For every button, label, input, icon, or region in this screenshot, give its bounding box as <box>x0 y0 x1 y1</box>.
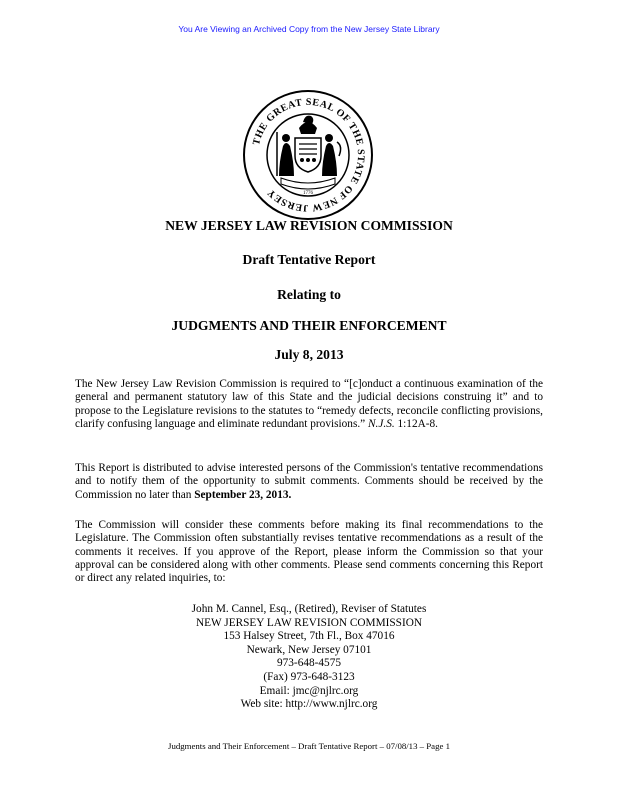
contact-email[interactable]: Email: jmc@njlrc.org <box>259 684 359 697</box>
distribution-text: This Report is distributed to advise interested persons of the Commission's tentative recommendations and to notify them of the opportunity to submit comments. Comments should be received by the Commission no later than <box>75 462 543 501</box>
contact-org: NEW JERSEY LAW REVISION COMMISSION <box>195 616 423 629</box>
mandate-paragraph <box>75 378 543 431</box>
contact-street: 153 Halsey Street, 7th Fl., Box 47016 <box>223 630 395 643</box>
state-seal-icon <box>241 88 375 222</box>
seal-year: 1776 <box>303 191 313 196</box>
contact-fax: (Fax) 973-648-3123 <box>263 670 355 683</box>
comment-deadline: September 23, 2013. <box>194 488 292 501</box>
mandate-text: The New Jersey Law Revision Commission is required to “[c]onduct a continuous examination of the general and permanent statutory law of this State and the judicial decisions construing it” and to propose to the Legislature revisions to the statutes to “remedy defects, reconcile conflicting provisions, clarify confusing language and eliminate redundant provisions.” <box>75 378 543 430</box>
archive-banner: You Are Viewing an Archived Copy from the New Jersey State Library <box>178 24 440 34</box>
statute-citation: N.J.S. <box>368 417 395 430</box>
contact-block <box>0 603 618 712</box>
statute-citation-number: 1:12A-8. <box>397 417 438 430</box>
contact-website[interactable]: Web site: http://www.njlrc.org <box>240 698 378 711</box>
contact-city: Newark, New Jersey 07101 <box>246 643 372 656</box>
date-heading: July 8, 2013 <box>274 347 344 362</box>
contact-phone: 973-648-4575 <box>276 657 341 670</box>
commission-heading: NEW JERSEY LAW REVISION COMMISSION <box>165 218 453 233</box>
relating-heading: Relating to <box>277 287 341 302</box>
comments-paragraph: The Commission will consider these comments before making its final recommendations to the Legislature. The Commission often substantially revises tentative recommendations as a result of the comments it receives. If you approve of the Report, please inform the Commission so that your approval can be considered along with other comments. Please send comments concerning this Report or direct any related inquiries, to: <box>75 519 543 585</box>
subject-heading: JUDGMENTS AND THEIR ENFORCEMENT <box>171 318 447 333</box>
seal-outer-text: THE GREAT SEAL OF THE STATE OF NEW JERSEY <box>251 96 367 214</box>
page-footer: Judgments and Their Enforcement – Draft Tentative Report – 07/08/13 – Page 1 <box>168 741 450 751</box>
distribution-paragraph <box>75 462 543 502</box>
report-type-heading: Draft Tentative Report <box>242 252 376 267</box>
contact-name: John M. Cannel, Esq., (Retired), Reviser of Statutes <box>191 603 427 615</box>
